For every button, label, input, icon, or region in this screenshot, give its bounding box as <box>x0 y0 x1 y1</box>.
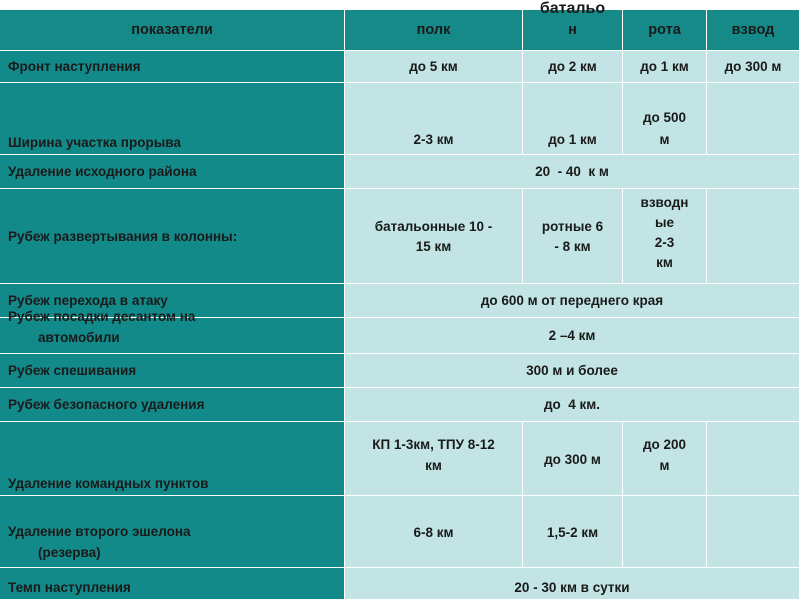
breakthrough-company-line1: до 500 <box>642 110 687 125</box>
command-posts-battalion-text: до 300 м <box>544 452 601 467</box>
breakthrough-battalion <box>523 83 623 155</box>
landing-label <box>0 309 345 354</box>
tempo-value: 20 - 30 км в сутки <box>345 568 800 600</box>
second-echelon-label-line1: Удаление второго эшелона <box>8 524 191 539</box>
command-posts-company-line2: м <box>659 458 670 473</box>
second-echelon-battalion-text: 1,5-2 км <box>546 525 599 540</box>
table-row-deploy-columns <box>0 189 800 284</box>
breakthrough-regiment <box>345 83 523 155</box>
deploy-columns-battalion-line2: - 8 км <box>554 238 591 254</box>
header-battalion-line2: н <box>568 22 577 38</box>
safe-distance-label: Рубеж безопасного удаления <box>0 388 345 422</box>
deploy-columns-battalion <box>523 189 623 284</box>
landing-label-line2: автомобили <box>38 330 120 345</box>
deploy-columns-company-line1: взводн <box>640 195 689 210</box>
command-posts-company-line1: до 200 <box>642 437 687 452</box>
second-echelon-label <box>0 496 345 568</box>
dismount-value: 300 м и более <box>345 354 800 388</box>
header-platoon: взвод <box>707 10 800 51</box>
table-row-safe-distance <box>0 388 800 422</box>
deploy-columns-label: Рубеж развертывания в колонны: <box>0 189 345 284</box>
second-echelon-regiment <box>345 496 523 568</box>
assembly-label: Удаление исходного района <box>0 155 345 189</box>
command-posts-company <box>623 422 707 496</box>
header-battalion-line1: батальо <box>539 0 606 17</box>
table-row-landing <box>0 309 800 354</box>
front-battalion: до 2 км <box>523 51 623 83</box>
front-label: Фронт наступления <box>0 51 345 83</box>
header-company: рота <box>623 10 707 51</box>
header-battalion <box>523 0 623 51</box>
table-row-second-echelon <box>0 496 800 568</box>
landing-label-line1: Рубеж посадки десантом на <box>8 309 196 324</box>
table-header-row <box>0 0 800 51</box>
command-posts-platoon <box>707 422 800 496</box>
command-posts-regiment <box>345 422 523 496</box>
deploy-columns-company-line3: 2-3 <box>654 235 675 250</box>
command-posts-regiment-line1: КП 1-3км, ТПУ 8-12 <box>372 437 495 452</box>
table-row-command-posts <box>0 422 800 496</box>
table-row-breakthrough <box>0 83 800 155</box>
dismount-label: Рубеж спешивания <box>0 354 345 388</box>
front-regiment: до 5 км <box>345 51 523 83</box>
safe-distance-value: до 4 км. <box>345 388 800 422</box>
second-echelon-company <box>623 496 707 568</box>
table-row-assembly <box>0 155 800 189</box>
breakthrough-platoon <box>707 83 800 155</box>
second-echelon-battalion <box>523 496 623 568</box>
attack-transition-label: Рубеж перехода в атаку <box>0 284 345 318</box>
second-echelon-label-line2: (резерва) <box>38 545 101 560</box>
table-row-front <box>0 51 800 83</box>
table-row-tempo <box>0 568 800 600</box>
deploy-columns-company-line2: ые <box>654 215 675 230</box>
header-indicators: показатели <box>0 10 345 51</box>
attack-transition-value: до 600 м от переднего края <box>345 284 800 318</box>
assembly-value: 20 - 40 к м <box>345 155 800 189</box>
breakthrough-company-line2: м <box>659 132 670 147</box>
command-posts-label: Удаление командных пунктов <box>0 422 345 496</box>
front-platoon: до 300 м <box>707 51 800 83</box>
breakthrough-regiment-text: 2-3 км <box>413 132 454 147</box>
header-regiment: полк <box>345 10 523 51</box>
tempo-label: Темп наступления <box>0 568 345 600</box>
landing-value: 2 –4 км <box>345 318 800 354</box>
breakthrough-label: Ширина участка прорыва <box>0 83 345 155</box>
deploy-columns-platoon <box>707 189 800 284</box>
front-company: до 1 км <box>623 51 707 83</box>
second-echelon-regiment-text: 6-8 км <box>413 525 454 540</box>
deploy-columns-regiment <box>345 189 523 284</box>
deploy-columns-company-line4: км <box>656 255 673 270</box>
deploy-columns-battalion-line1: ротные 6 <box>541 218 604 234</box>
command-posts-battalion <box>523 422 623 496</box>
breakthrough-battalion-text: до 1 км <box>548 132 597 147</box>
deploy-columns-company <box>623 189 707 284</box>
breakthrough-company <box>623 83 707 155</box>
command-posts-regiment-line2: км <box>425 458 442 473</box>
deploy-columns-regiment-line2: 15 км <box>415 238 452 254</box>
deploy-columns-regiment-line1: батальонные 10 - <box>374 218 493 234</box>
second-echelon-platoon <box>707 496 800 568</box>
table-row-dismount <box>0 354 800 388</box>
